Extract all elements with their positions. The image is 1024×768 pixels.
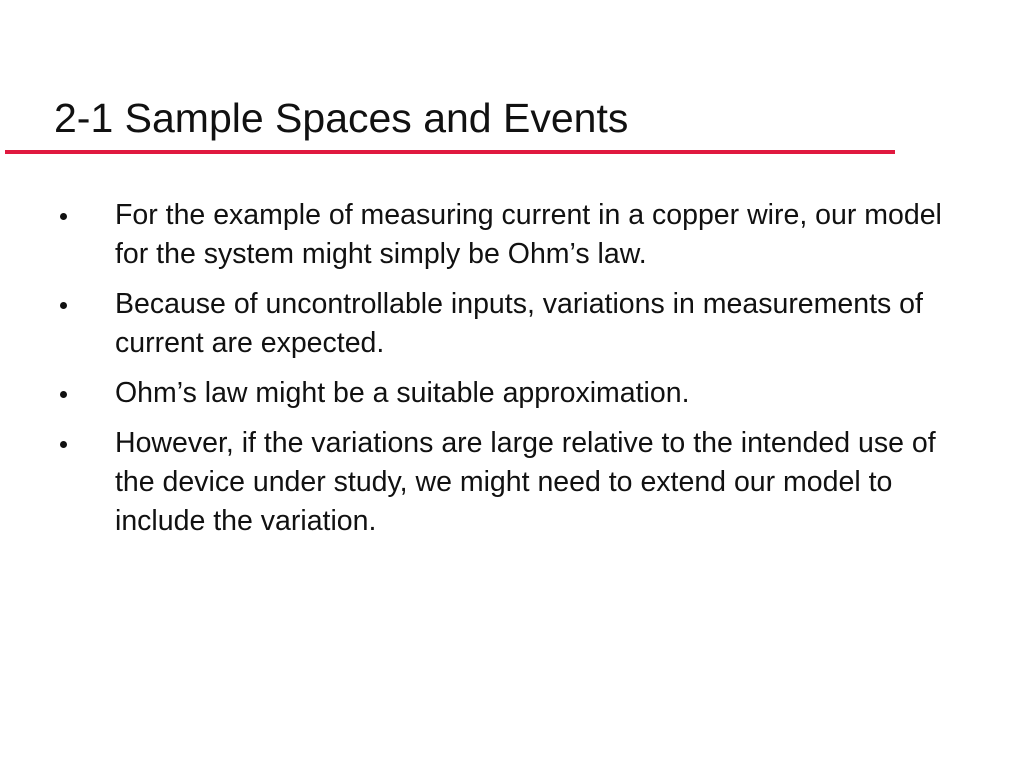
bullet-item — [60, 285, 960, 363]
bullet-text: For the example of measuring current in a copper wire, our model for the system might simply be Ohm’s law. — [115, 199, 942, 270]
bullet-dot-icon — [60, 391, 67, 398]
title-underline — [5, 150, 895, 154]
bullet-list — [60, 196, 960, 552]
bullet-item — [60, 424, 960, 541]
bullet-text: Ohm’s law might be a suitable approximation. — [115, 377, 690, 409]
bullet-dot-icon — [60, 441, 67, 448]
bullet-text: Because of uncontrollable inputs, variations in measurements of current are expected. — [115, 288, 923, 359]
bullet-item — [60, 196, 960, 274]
bullet-item — [60, 374, 960, 413]
slide-title: 2-1 Sample Spaces and Events — [54, 95, 629, 141]
bullet-dot-icon — [60, 302, 67, 309]
bullet-text: However, if the variations are large relative to the intended use of the device under study, we might need to extend our model to include the variation. — [115, 427, 936, 537]
bullet-dot-icon — [60, 213, 67, 220]
